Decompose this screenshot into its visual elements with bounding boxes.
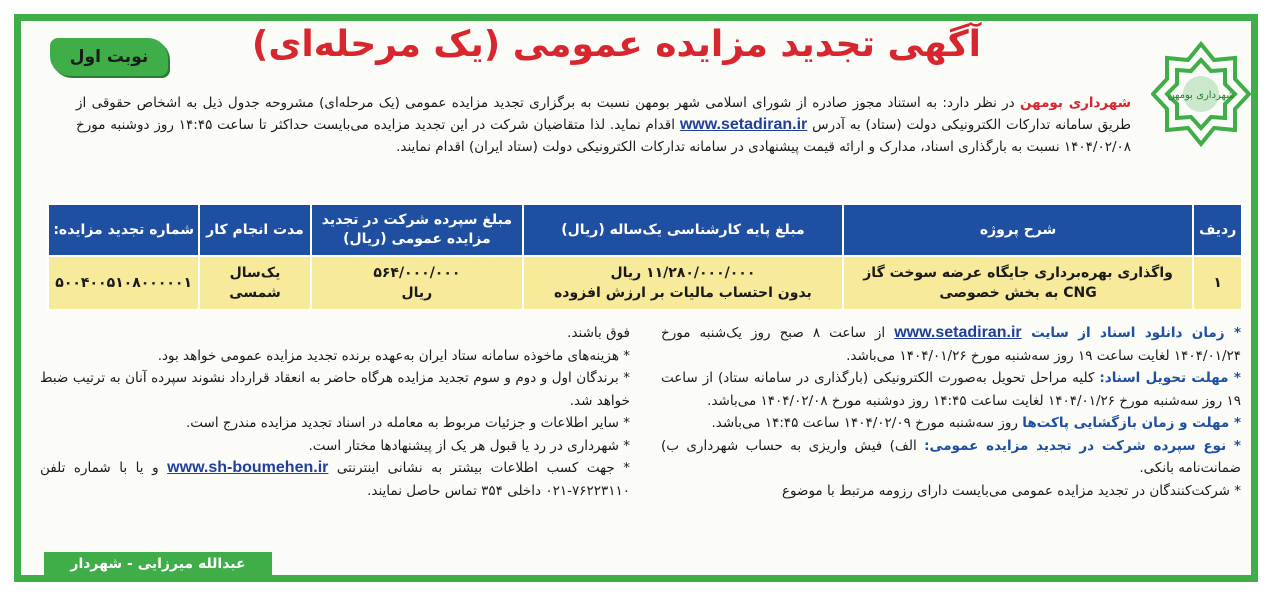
info-text-a: * جهت کسب اطلاعات بیشتر به نشانی اینترنتی [328,460,631,476]
left-line-1: فوق باشند. [567,325,630,341]
info-text-b: و یا با شماره تلفن ۷۶۲۲۳۱۱۰-۰۲۱ داخلی ۳۵۴ تماس حاصل نمایند. [40,460,630,499]
table-header-row [48,204,1242,256]
conditions-right [661,322,1241,502]
download-text: از ساعت ۸ صبح روز یک‌شنبه مورخ ۱۴۰۴/۰۱/۲۴ لغایت ساعت ۱۹ روز سه‌شنبه مورخ ۱۴۰۴/۰۱/۲۶ می‌باشد. [661,325,1241,364]
left-line-4: * سایر اطلاعات و جزئیات مربوط به معامله در اسناد تجدید مزایده مندرج است. [185,415,630,431]
left-line-2: * هزینه‌های ماخوذه سامانه ستاد ایران به‌عهده برنده تجدید مزایده عمومی خواهد بود. [157,347,630,364]
cell-deposit [311,256,523,310]
download-item [661,322,1241,367]
logo-text: شهرداری بومهن [1167,90,1235,101]
base-note: بدون احتساب مالیات بر ارزش افزوده [554,285,812,301]
intro-text-1: در نظر دارد: به استناد مجوز صادره از شورای اسلامی شهر بومهن نسبت به برگزاری تجدید مزایده عمومی (یک مرحله‌ای) مشروحه جدول ذیل به اشخاص حقوقی از طریق سامانه تدارکات الکترونیکی دولت (ستاد) به آدرس [76,95,1131,133]
deposit-amount: ۵۶۴/۰۰۰/۰۰۰ [373,265,461,281]
cell-desc: واگذاری بهره‌برداری جایگاه عرضه سوخت گاز CNG به بخش خصوصی [843,256,1194,310]
auction-table [47,203,1243,311]
deposit-unit: ریال [401,285,433,301]
left-line-5: * شهرداری در رد یا قبول هر یک از پیشنهادها مختار است. [308,437,630,454]
conditions-left [40,322,630,502]
cell-number: ۵۰۰۴۰۰۵۱۰۸۰۰۰۰۰۱ [48,256,199,310]
th-deposit: مبلغ سپرده شرکت در تجدید مزایده عمومی (ریال) [311,204,523,256]
deposit-label: * نوع سپرده شرکت در تجدید مزایده عمومی: [924,437,1241,454]
opening-item [661,412,1241,435]
download-label: * زمان دانلود اسناد از سایت [1021,325,1242,341]
deposit-text: الف) فیش واریزی به حساب شهرداری ب) ضمانت‌نامه بانکی. [661,437,1241,476]
cell-row: ۱ [1193,256,1242,310]
opening-text: روز سه‌شنبه مورخ ۱۴۰۴/۰۲/۰۹ ساعت ۱۴:۴۵ می‌باشد. [711,415,1023,431]
municipality-site-link[interactable]: www.sh-boumehen.ir [167,459,329,476]
delivery-label: * مهلت تحویل اسناد: [1099,370,1241,386]
th-number: شماره تجدید مزایده: [48,204,199,256]
municipality-logo [1151,40,1251,158]
delivery-text: کلیه مراحل تحویل به‌صورت الکترونیکی (بارگذاری در سامانه ستاد) از ساعت ۱۹ روز سه‌شنبه مورخ ۱۴۰۴/۰۱/۲۶ لغایت ساعت ۱۴:۴۵ روز دوشنبه مورخ ۱۴۰۴/۰۲/۰۸ می‌باشد. [661,370,1241,409]
download-link[interactable]: www.setadiran.ir [894,324,1022,341]
round-badge: نوبت اول [50,38,168,76]
org-name: شهرداری بومهن [1020,95,1131,111]
cell-base [523,256,843,310]
page-title: آگهی تجدید مزایده عمومی (یک مرحله‌ای) [251,24,981,65]
base-amount: ۱۱/۲۸۰/۰۰۰/۰۰۰ ریال [610,265,756,281]
th-row: ردیف [1193,204,1242,256]
th-duration: مدت انجام کار [199,204,310,256]
th-base: مبلغ پایه کارشناسی یک‌ساله (ریال) [523,204,843,256]
intro-text-2: اقدام نماید. لذا متقاضیان شرکت در این تجدید مزایده می‌بایست حداکثر تا ساعت ۱۴:۴۵ روز دوشنبه مورخ ۱۴۰۴/۰۲/۰۸ نسبت به بارگذاری اسناد، مدارک و ارائه قیمت پیشنهادی در سامانه تدارکات الکترونیکی دولت (ستاد ایران) اقدام نمایند. [76,117,1131,155]
intro-paragraph [76,92,1131,158]
cell-duration: یک‌سال شمسی [199,256,310,310]
opening-label: * مهلت و زمان بازگشایی پاکت‌ها [1022,415,1241,431]
left-line-3: * برندگان اول و دوم و سوم تجدید مزایده هرگاه حاضر به انعقاد قرارداد نشوند سپرده آنان به ترتیب ضبط خواهد شد. [40,370,630,409]
left-line-6 [40,457,630,502]
setadiran-link[interactable]: www.setadiran.ir [679,116,808,133]
delivery-item [661,367,1241,412]
table-row [48,256,1242,310]
deposit-item [661,435,1241,480]
participants-item: * شرکت‌کنندگان در تجدید مزایده عمومی می‌بایست دارای رزومه مرتبط با موضوع [781,482,1241,499]
th-desc: شرح پروژه [843,204,1194,256]
signature: عبدالله میرزایی - شهردار [44,552,272,576]
